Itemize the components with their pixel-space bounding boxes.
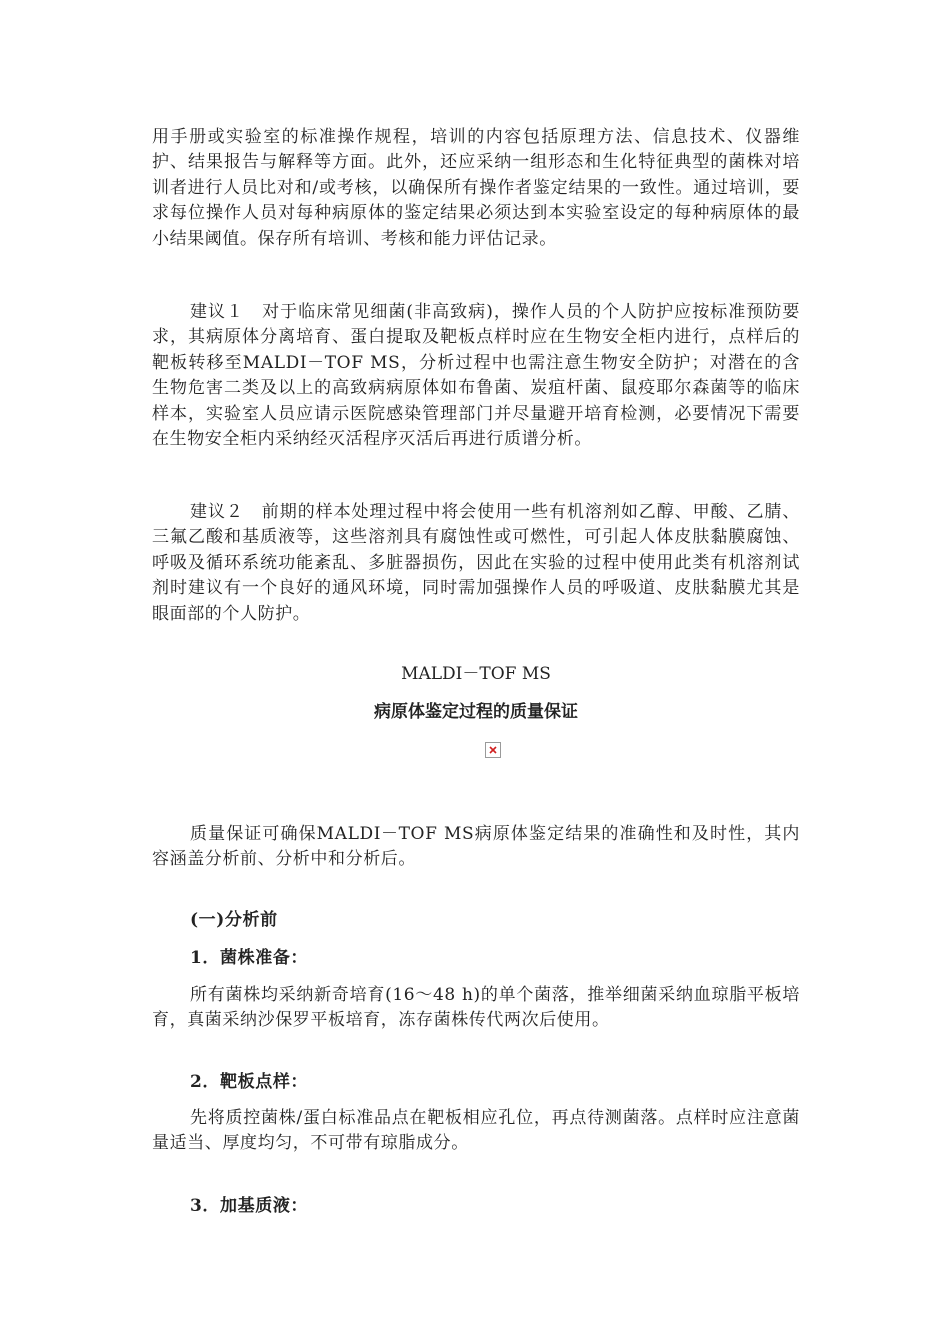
broken-image-icon	[485, 742, 501, 758]
paragraph-training: 用手册或实验室的标准操作规程，培训的内容包括原理方法、信息技术、仪器维护、结果报告与解释等方面。此外，还应采纳一组形态和生化特征典型的菌株对培训者进行人员比对和/或考核，以确保所有操作者鉴定结果的一致性。通过培训，要求每位操作人员对每种病原体的鉴定结果必须达到本实验室设定的每种病原体的最小结果阈值。保存所有培训、考核和能力评估记录。	[152, 127, 800, 249]
paragraph-target-spotting: 先将质控菌株/蛋白标准品点在靶板相应孔位，再点待测菌落。点样时应注意菌量适当、厚度均匀，不可带有琼脂成分。	[152, 1108, 800, 1154]
section-heading-pre-analysis: (一)分析前	[190, 910, 278, 930]
section-title-line-2: 病原体鉴定过程的质量保证	[374, 702, 578, 722]
item-heading-add-matrix: 3．加基质液：	[190, 1196, 309, 1216]
paragraph-quality-assurance: 质量保证可确保MALDI－TOF MS病原体鉴定结果的准确性和及时性，其内容涵盖分析前、分析中和分析后。	[152, 824, 800, 870]
paragraph-recommendation-2: 建议２ 前期的样本处理过程中将会使用一些有机溶剂如乙醇、甲酸、乙腈、三氟乙酸和基质液等，这些溶剂具有腐蚀性或可燃性，可引起人体皮肤黏膜腐蚀、呼吸及循环系统功能紊乱、多脏器损伤，因此在实验的过程中使用此类有机溶剂试剂时建议有一个良好的通风环境，同时需加强操作人员的呼吸道、皮肤黏膜尤其是眼面部的个人防护。	[152, 502, 800, 624]
item-heading-strain-preparation: 1．菌株准备：	[190, 948, 309, 968]
item-heading-target-spotting: 2．靶板点样：	[190, 1072, 309, 1092]
paragraph-recommendation-1: 建议１ 对于临床常见细菌(非高致病)，操作人员的个人防护应按标准预防要求，其病原体分离培育、蛋白提取及靶板点样时应在生物安全柜内进行，点样后的靶板转移至MALDI－TOF MS，分析过程中也需注意生物安全防护；对潜在的含生物危害二类及以上的高致病病原体如布鲁菌、炭疽杆菌、鼠疫耶尔森菌等的临床样本，实验室人员应请示医院感染管理部门并尽量避开培育检测，必要情况下需要在生物安全柜内采纳经灭活程序灭活后再进行质谱分析。	[152, 302, 800, 450]
broken-image-x	[488, 745, 498, 755]
paragraph-strain-preparation: 所有菌株均采纳新奇培育(16～48 h)的单个菌落，推举细菌采纳血琼脂平板培育，真菌采纳沙保罗平板培育，冻存菌株传代两次后使用。	[152, 985, 800, 1031]
section-title-line-1: MALDI－TOF MS	[401, 664, 551, 684]
